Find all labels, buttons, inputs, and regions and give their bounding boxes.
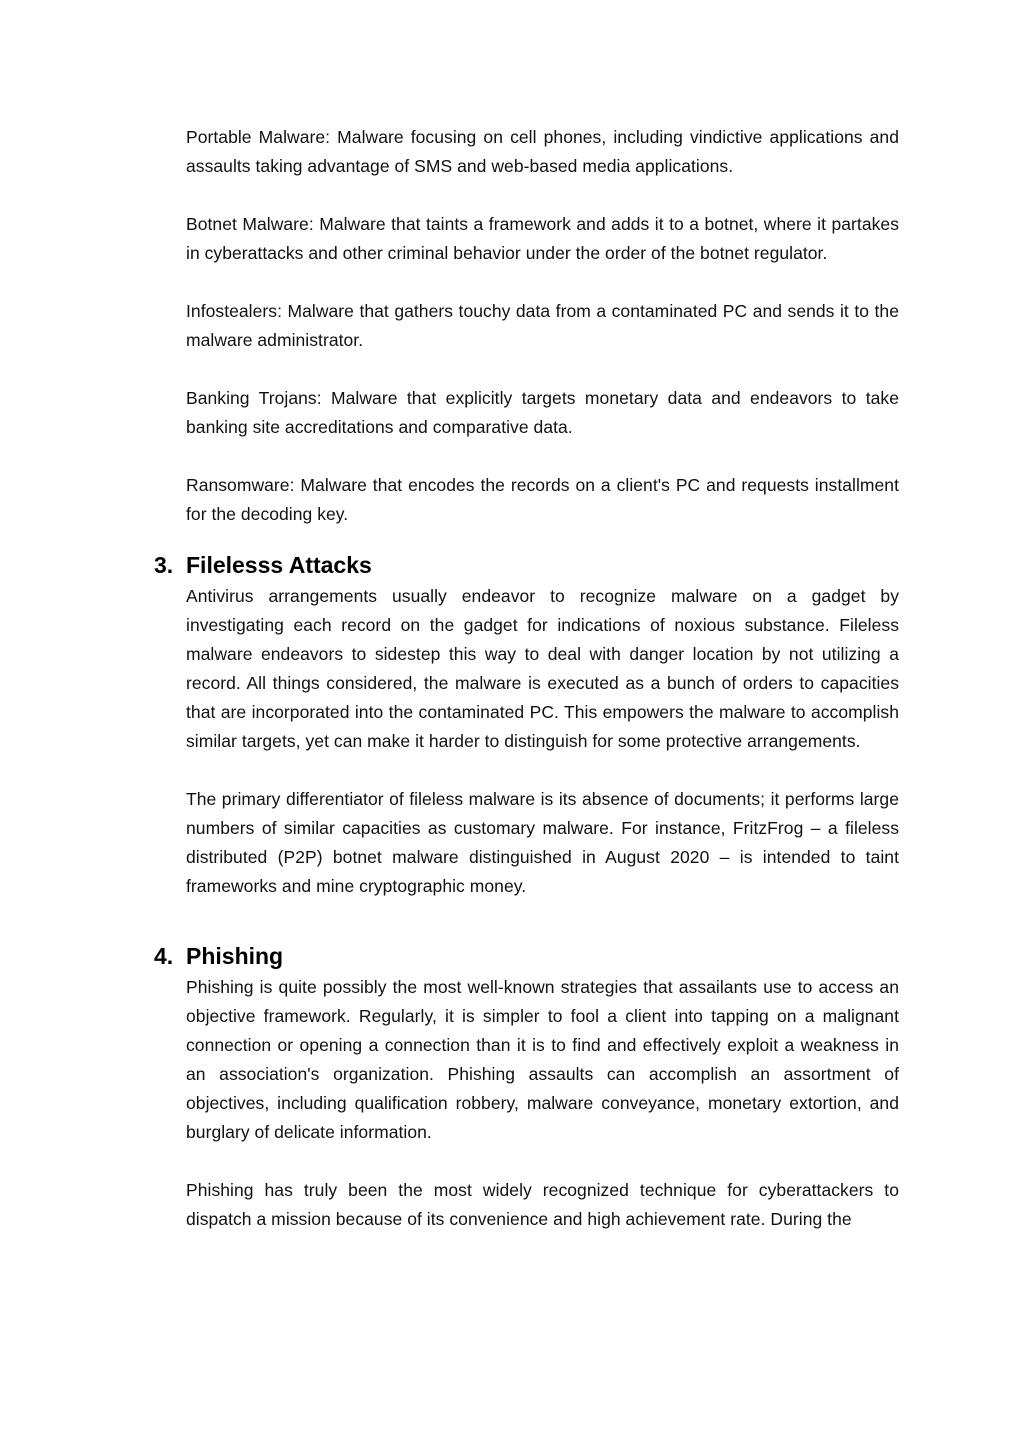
paragraph-gap xyxy=(186,1147,899,1176)
section-number: 4. xyxy=(154,943,174,969)
document-body xyxy=(154,123,899,1234)
section-heading xyxy=(154,939,899,973)
paragraph-gap xyxy=(186,181,899,210)
paragraph-ransomware: Ransomware: Malware that encodes the records on a client's PC and requests installment for the decoding key. xyxy=(186,475,899,524)
section-phishing xyxy=(154,939,899,1234)
paragraph-fileless-intro: Antivirus arrangements usually endeavor to recognize malware on a gadget by investigating each record on the gadget for indications of noxious substance. Fileless malware endeavors to sidestep this way to deal with danger location by not utilizing a record. All things considered, the malware is executed as a bunch of orders to capacities that are incorporated into the contaminated PC. This empowers the malware to accomplish similar targets, yet can make it harder to distinguish for some protective arrangements. xyxy=(186,586,899,751)
section-title: Filelesss Attacks xyxy=(186,552,372,578)
paragraph-phishing-history: Phishing has truly been the most widely recognized technique for cyberattackers to dispatch a mission because of its convenience and high achievement rate. During the xyxy=(186,1180,899,1229)
paragraph-gap xyxy=(186,268,899,297)
section-number: 3. xyxy=(154,552,174,578)
paragraph-banking-trojans: Banking Trojans: Malware that explicitly targets monetary data and endeavors to take banking site accreditations and comparative data. xyxy=(186,388,899,437)
paragraph-phishing-intro: Phishing is quite possibly the most well-known strategies that assailants use to access an objective framework. Regularly, it is simpler to fool a client into tapping on a malignant connection or opening a connection than it is to find and effectively exploit a weakness in an association's organization. Phishing assaults can accomplish an assortment of objectives, including qualification robbery, malware conveyance, monetary extortion, and burglary of delicate information. xyxy=(186,977,899,1142)
section-fileless-attacks xyxy=(154,548,899,901)
paragraph-gap xyxy=(186,442,899,471)
paragraph-gap xyxy=(186,756,899,785)
section-heading xyxy=(154,548,899,582)
paragraph-gap xyxy=(186,355,899,384)
paragraph-portable-malware: Portable Malware: Malware focusing on cell phones, including vindictive applications and assaults taking advantage of SMS and web-based media applications. xyxy=(186,127,899,176)
section-title: Phishing xyxy=(186,943,284,969)
paragraph-botnet-malware: Botnet Malware: Malware that taints a framework and adds it to a botnet, where it partakes in cyberattacks and other criminal behavior under the order of the botnet regulator. xyxy=(186,214,899,263)
paragraph-infostealers: Infostealers: Malware that gathers touchy data from a contaminated PC and sends it to the malware administrator. xyxy=(186,301,899,350)
paragraph-fileless-differentiator: The primary differentiator of fileless malware is its absence of documents; it performs large numbers of similar capacities as customary malware. For instance, FritzFrog – a fileless distributed (P2P) botnet malware distinguished in August 2020 – is intended to taint frameworks and mine cryptographic money. xyxy=(186,789,899,896)
